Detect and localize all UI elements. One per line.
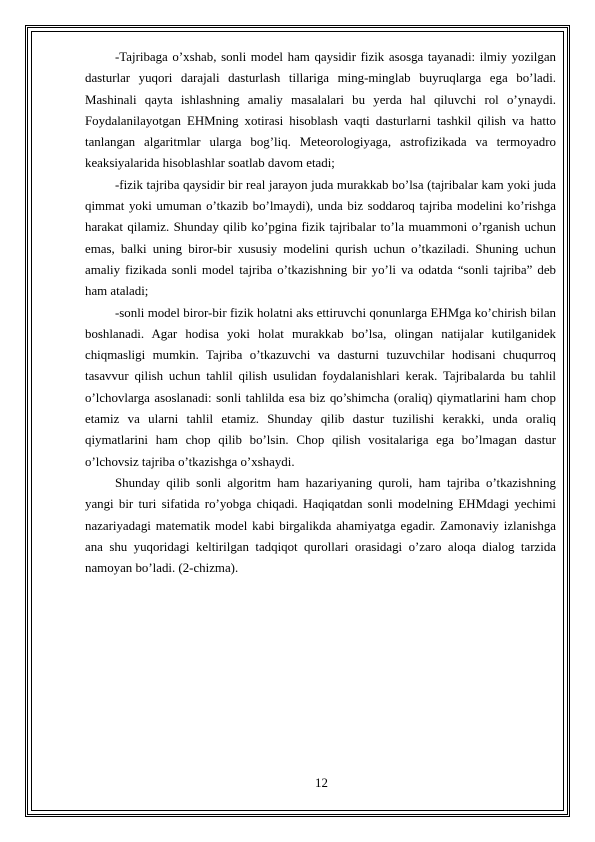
paragraph: -fizik tajriba qaysidir bir real jarayon juda murakkab bo’lsa (tajribalar kam yoki juda qimmat yoki umuman o’tkazib bo’lmaydi), unda biz soddaroq tajriba modelini ko’rishga harakat qilamiz. Shunday qilib ko’pgina fizik tajribalar to’la muammoni o’rganish uchun emas, balki uning biror-bir xususiy modelini qurish uchun o’tkaziladi. Shuning uchun amaliy fizikada sonli model tajriba o’tkazishning bir yo’li va odatda “sonli tajriba” deb ham ataladi; <box>85 177 556 299</box>
paragraph: -Tajribaga o’xshab, sonli model ham qaysidir fizik asosga tayanadi: ilmiy yozilgan dasturlar yuqori darajali dasturlash tillariga ming-minglab buyruqlarga ega bo’ladi. Mashinali qayta ishlashning amaliy masalalari bu yerda hal qiluvchi rol o’ynaydi. Foydalanilayotgan EHMning xotirasi hisoblash vaqti dasturlarni tashkil qilish va hatto tanlangan algaritmlar ularga bog’liq. Meteorologiyaga, astrofizikada va termoyadro keaksiyalarida hisoblashlar soatlab davom etadi; <box>85 50 556 171</box>
paragraph: -sonli model biror-bir fizik holatni aks ettiruvchi qonunlarga EHMga ko’chirish bilan boshlanadi. Agar hodisa yoki holat murakkab bo’lsa, olingan natijalar kutilganidek chiqmasligi mumkin. Tajriba o’tkazuvchi va dasturni tuzuvchilar hodisani chuqurroq tasavvur qilish uchun tahlil qilish usulidan foydalanishlari kerak. Tajribalarda bu tahlil o’lchovlarga asoslanadi: sonli tahlilda esa biz qo’shimcha (oraliq) qiymatlarini ham chop etamiz va ularni tahlil etamiz. Shunday qilib dastur tuzilishi kerakki, unda oraliq qiymatlarini ham chop qilib bo’lsin. Chop qilish vositalariga ega bo’lmagan dastur o’lchovsiz tajriba o’tkazishga o’xshaydi. <box>85 305 556 469</box>
page-number: 12 <box>315 776 328 790</box>
paragraph: Shunday qilib sonli algoritm ham hazariyaning quroli, ham tajriba o’tkazishning yangi bir turi sifatida ro’yobga chiqadi. Haqiqatdan sonli modelning EHMdagi yechimi nazariyadagi matematik model kabi birgalikda ahamiyatga egadir. Zamonaviy izlanishga ana shu yuqoridagi keltirilgan tadqiqot qurollari orasidagi o’zaro aloqa dialog tarzida namoyan bo’ladi. (2-chizma). <box>85 475 556 576</box>
document-body <box>85 47 556 579</box>
